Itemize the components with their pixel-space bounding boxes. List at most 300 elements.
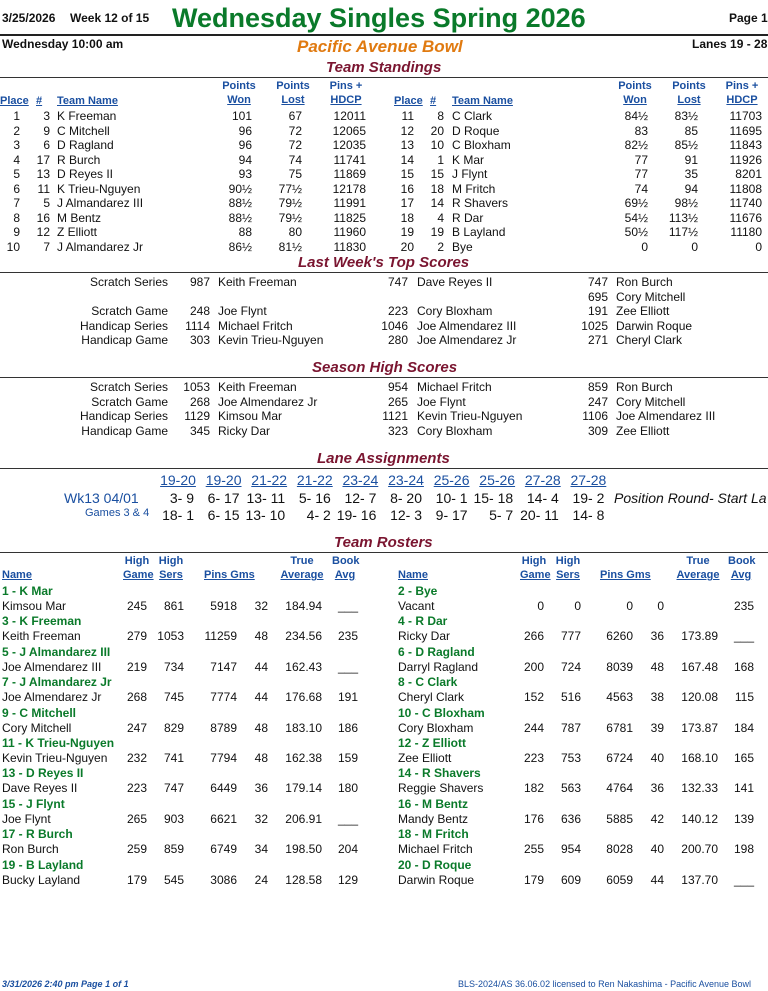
book-average-cell: 115 bbox=[734, 690, 754, 705]
lane-pair-header: 27-28 bbox=[524, 472, 561, 488]
high-series-cell: 563 bbox=[560, 781, 581, 796]
high-series-cell: 636 bbox=[560, 811, 581, 826]
points-won-cell: 50½ bbox=[624, 225, 648, 239]
team-number-cell: 15 bbox=[430, 167, 444, 181]
bowler-name: Darwin Roque bbox=[616, 318, 693, 333]
points-won-cell: 82½ bbox=[624, 138, 648, 152]
points-won-cell: 83 bbox=[634, 123, 648, 138]
pins-cell: 6749 bbox=[210, 842, 237, 857]
roster-bowler-name: Cory Bloxham bbox=[398, 720, 474, 735]
book-average-cell: ___ bbox=[337, 659, 358, 674]
true-average-cell: 184.94 bbox=[285, 599, 322, 613]
score-value: 1046 bbox=[381, 318, 408, 333]
lane-pair-header: 21-22 bbox=[296, 472, 333, 488]
bowler-name: Keith Freeman bbox=[218, 380, 297, 394]
true-average-cell: 137.70 bbox=[681, 872, 718, 887]
score-value: 859 bbox=[587, 380, 608, 394]
points-lost-cell: 35 bbox=[684, 167, 698, 181]
pins-cell: 4563 bbox=[606, 690, 633, 705]
points-lost-cell: 94 bbox=[684, 181, 698, 196]
lane-matchup: 4- 2 bbox=[306, 507, 331, 523]
high-game-cell: 179 bbox=[126, 872, 147, 887]
place-cell: 11 bbox=[401, 109, 414, 123]
lane-matchup: 12- 3 bbox=[390, 507, 422, 523]
score-value: 1129 bbox=[184, 409, 210, 423]
points-won-cell: 77 bbox=[634, 152, 648, 167]
team-name-cell: M Bentz bbox=[57, 210, 102, 225]
place-cell: 16 bbox=[400, 181, 414, 196]
bowler-name: Kevin Trieu-Nguyen bbox=[417, 409, 523, 423]
score-value: 1053 bbox=[183, 380, 210, 394]
book-average-cell: 168 bbox=[733, 659, 754, 674]
lane-pair-header: 19-20 bbox=[205, 472, 242, 488]
games-cell: 34 bbox=[254, 842, 268, 857]
team-name-cell: K Trieu-Nguyen bbox=[57, 181, 141, 196]
place-cell: 15 bbox=[400, 167, 414, 181]
lane-pair-header: 23-24 bbox=[388, 472, 424, 488]
place-cell: 8 bbox=[13, 210, 20, 225]
bowler-name: Zee Elliott bbox=[616, 423, 670, 438]
book-average-cell: 204 bbox=[337, 842, 358, 857]
roster-team-heading: 5 - J Almandarez III bbox=[2, 644, 111, 659]
high-series-cell: 777 bbox=[560, 629, 581, 644]
place-cell: 14 bbox=[400, 152, 414, 167]
roster-bowler-name: Mandy Bentz bbox=[398, 811, 469, 826]
high-series-cell: 545 bbox=[163, 872, 184, 887]
points-won-cell: 84½ bbox=[624, 109, 648, 123]
team-name-cell: Z Elliott bbox=[57, 225, 98, 239]
lane-matchup: 15- 18 bbox=[473, 490, 514, 506]
games-cell: 48 bbox=[254, 751, 268, 765]
high-series-cell: 747 bbox=[163, 781, 184, 796]
pins-hdcp-cell: 11830 bbox=[333, 239, 366, 254]
roster-bowler-name: Ricky Dar bbox=[398, 629, 451, 644]
score-value: 345 bbox=[189, 423, 210, 438]
pins-hdcp-cell: 11960 bbox=[333, 225, 366, 239]
score-value: 1025 bbox=[581, 318, 608, 333]
team-number-cell: 13 bbox=[36, 167, 50, 181]
page-number: Page 1 bbox=[729, 11, 768, 25]
day-time: Wednesday 10:00 am bbox=[2, 37, 124, 51]
roster-team-heading: 8 - C Clark bbox=[398, 675, 458, 690]
points-lost-cell: 98½ bbox=[674, 196, 698, 210]
place-cell: 13 bbox=[400, 138, 414, 152]
pins-cell: 3086 bbox=[210, 872, 237, 887]
true-average-cell: 140.12 bbox=[681, 811, 718, 826]
pins-hdcp-cell: 11695 bbox=[729, 123, 762, 138]
points-won-cell: 88½ bbox=[228, 210, 252, 225]
pins-hdcp-cell: 12178 bbox=[332, 181, 366, 196]
pins-hdcp-cell: 11808 bbox=[729, 181, 762, 196]
standings-title: Team Standings bbox=[326, 59, 442, 76]
roster-bowler-name: Zee Elliott bbox=[398, 751, 452, 765]
place-cell: 17 bbox=[400, 196, 414, 210]
team-number-cell: 4 bbox=[437, 210, 444, 225]
high-game-cell: 179 bbox=[523, 872, 544, 887]
points-lost-cell: 75 bbox=[288, 167, 302, 181]
pins-cell: 7774 bbox=[210, 690, 237, 705]
lane-matchup: 8- 20 bbox=[390, 490, 422, 506]
true-average-cell: 183.10 bbox=[285, 720, 322, 735]
book-average-cell: 235 bbox=[733, 599, 754, 613]
high-series-cell: 859 bbox=[163, 842, 184, 857]
high-series-cell: 0 bbox=[574, 599, 581, 613]
score-value: 747 bbox=[387, 275, 408, 289]
name-header: Name bbox=[2, 569, 32, 581]
bowler-name: Cheryl Clark bbox=[616, 333, 683, 347]
bowler-name: Joe Flynt bbox=[218, 304, 267, 318]
roster-team-heading: 11 - K Trieu-Nguyen bbox=[2, 736, 115, 750]
score-value: 271 bbox=[587, 333, 608, 347]
games-cell: 40 bbox=[650, 842, 664, 857]
team-name-cell: J Almandarez III bbox=[57, 196, 144, 210]
points-won-cell: 96 bbox=[238, 123, 252, 138]
true-average-cell: 168.10 bbox=[681, 751, 718, 765]
team-number-cell: 20 bbox=[430, 123, 444, 138]
points-won-header: Points bbox=[222, 80, 256, 92]
score-label: Scratch Game bbox=[91, 394, 168, 409]
bowler-name: Ricky Dar bbox=[218, 423, 271, 438]
roster-team-heading: 4 - R Dar bbox=[398, 614, 448, 629]
pins-hdcp-cell: 11926 bbox=[729, 152, 762, 167]
bowler-name: Zee Elliott bbox=[616, 304, 670, 318]
roster-team-heading: 6 - D Ragland bbox=[398, 644, 475, 659]
points-won-cell: 69½ bbox=[624, 196, 648, 210]
true-average-cell: 198.50 bbox=[285, 842, 322, 857]
lane-pair-header: 25-26 bbox=[479, 472, 516, 488]
high-game-cell: 0 bbox=[537, 599, 544, 613]
points-won-cell: 101 bbox=[231, 109, 252, 123]
roster-bowler-name: Michael Fritch bbox=[398, 842, 473, 857]
bowler-name: Michael Fritch bbox=[218, 318, 293, 333]
team-number-cell: 18 bbox=[430, 181, 444, 196]
bowler-name: Michael Fritch bbox=[417, 380, 492, 394]
high-game-cell: 223 bbox=[126, 781, 147, 796]
place-cell: 18 bbox=[400, 210, 414, 225]
place-cell: 9 bbox=[13, 225, 20, 239]
pins-hdcp-cell: 0 bbox=[755, 239, 762, 254]
lane-matchup: 14- 4 bbox=[526, 490, 559, 506]
points-lost-cell: 0 bbox=[691, 239, 698, 254]
pins-cell: 7794 bbox=[210, 751, 237, 765]
team-name-cell: J Flynt bbox=[452, 167, 488, 181]
points-won-cell: 90½ bbox=[228, 181, 252, 196]
bowler-name: Cory Mitchell bbox=[616, 289, 686, 304]
games-cell: 48 bbox=[254, 629, 268, 644]
roster-team-heading: 7 - J Almandarez Jr bbox=[2, 675, 112, 690]
roster-team-heading: 18 - M Fritch bbox=[398, 827, 469, 842]
score-value: 248 bbox=[189, 304, 210, 318]
lane-pair-header: 19-20 bbox=[160, 472, 196, 488]
pins-hdcp-header: Pins + bbox=[725, 80, 759, 92]
points-won-cell: 93 bbox=[238, 167, 252, 181]
points-won-header: Won bbox=[227, 94, 251, 106]
team-name-cell: D Ragland bbox=[57, 138, 114, 152]
last-week-title: Last Week's Top Scores bbox=[298, 254, 470, 271]
place-cell: 12 bbox=[400, 123, 414, 138]
roster-team-heading: 3 - K Freeman bbox=[2, 614, 82, 629]
pins-cell: 6059 bbox=[606, 872, 633, 887]
true-average-cell: 120.08 bbox=[681, 690, 718, 705]
pins-hdcp-cell: 8201 bbox=[735, 167, 762, 181]
lanes-range: Lanes 19 - 28 bbox=[692, 37, 768, 51]
true-average-header: Average bbox=[280, 569, 324, 581]
true-average-cell: 176.68 bbox=[285, 690, 322, 705]
pins-hdcp-cell: 11740 bbox=[729, 196, 762, 210]
lane-pair-header: 21-22 bbox=[251, 472, 288, 488]
bowler-name: Joe Flynt bbox=[417, 394, 466, 409]
bowler-name: Joe Almendarez Jr bbox=[417, 333, 517, 347]
lane-matchup: 6- 15 bbox=[207, 507, 240, 523]
games-cell: 24 bbox=[254, 872, 268, 887]
roster-team-heading: 2 - Bye bbox=[398, 584, 438, 598]
book-average-header: Avg bbox=[334, 569, 356, 581]
high-game-cell: 176 bbox=[523, 811, 544, 826]
high-game-cell: 245 bbox=[126, 599, 147, 613]
lane-matchup: 19- 2 bbox=[572, 490, 605, 506]
points-lost-header: Lost bbox=[281, 94, 305, 106]
high-series-cell: 609 bbox=[560, 872, 581, 887]
score-value: 223 bbox=[387, 304, 408, 318]
points-lost-cell: 80 bbox=[288, 225, 302, 239]
true-average-cell: 173.87 bbox=[681, 720, 718, 735]
team-name-cell: D Roque bbox=[452, 123, 500, 138]
roster-team-heading: 1 - K Mar bbox=[2, 584, 53, 598]
lane-matchup: 5- 16 bbox=[298, 490, 331, 506]
points-won-cell: 54½ bbox=[624, 210, 648, 225]
place-cell: 6 bbox=[13, 181, 20, 196]
true-average-cell: 167.48 bbox=[681, 659, 718, 674]
points-won-cell: 86½ bbox=[228, 239, 252, 254]
lane-matchup: 3- 9 bbox=[169, 490, 194, 506]
team-number-cell: 19 bbox=[430, 225, 444, 239]
roster-team-heading: 10 - C Bloxham bbox=[398, 705, 485, 720]
team-name-cell: D Reyes II bbox=[57, 167, 114, 181]
lane-matchup: 13- 10 bbox=[245, 507, 286, 523]
book-average-cell: 180 bbox=[337, 781, 358, 796]
team-name-cell: K Mar bbox=[452, 152, 485, 167]
true-average-cell: 128.58 bbox=[285, 872, 322, 887]
bowler-name: Cory Mitchell bbox=[616, 394, 686, 409]
pins-cell: 7147 bbox=[210, 659, 237, 674]
place-cell: 19 bbox=[400, 225, 414, 239]
high-game-cell: 259 bbox=[126, 842, 147, 857]
high-series-cell: 903 bbox=[163, 811, 184, 826]
games-cell: 48 bbox=[650, 659, 664, 674]
place-cell: 5 bbox=[13, 167, 20, 181]
bowler-name: Cory Bloxham bbox=[417, 423, 493, 438]
score-label: Scratch Series bbox=[89, 380, 168, 394]
points-lost-cell: 79½ bbox=[278, 196, 302, 210]
pins-hdcp-cell: 11991 bbox=[333, 196, 366, 210]
bowler-name: Dave Reyes II bbox=[417, 275, 493, 289]
score-value: 303 bbox=[189, 333, 210, 347]
team-name-cell: M Fritch bbox=[452, 181, 496, 196]
bowler-name: Ron Burch bbox=[616, 275, 673, 289]
points-lost-cell: 113½ bbox=[668, 210, 698, 225]
bowler-name: Joe Almendarez Jr bbox=[218, 394, 318, 409]
league-title: Wednesday Singles Spring 2026 bbox=[172, 3, 586, 33]
lane-matchup: 13- 11 bbox=[246, 490, 286, 506]
pins-cell: 6449 bbox=[210, 781, 237, 796]
lane-matchup: 14- 8 bbox=[572, 507, 605, 523]
high-series-cell: 829 bbox=[163, 720, 184, 735]
points-lost-cell: 85 bbox=[684, 123, 698, 138]
games-cell: 48 bbox=[254, 720, 268, 735]
high-series-header: Sers bbox=[159, 569, 183, 581]
high-series-cell: 724 bbox=[560, 659, 581, 674]
book-average-header: Book bbox=[728, 555, 756, 567]
points-lost-header: Points bbox=[672, 80, 706, 92]
bowler-name: Joe Almendarez III bbox=[616, 409, 716, 423]
pins-hdcp-cell: 11843 bbox=[729, 138, 762, 152]
score-value: 309 bbox=[587, 423, 608, 438]
high-game-cell: 247 bbox=[126, 720, 147, 735]
points-won-cell: 0 bbox=[641, 239, 648, 254]
team-name-cell: B Layland bbox=[452, 225, 506, 239]
team-number-cell: 14 bbox=[430, 196, 444, 210]
bowler-name: Cory Bloxham bbox=[417, 304, 493, 318]
roster-bowler-name: Keith Freeman bbox=[2, 629, 81, 644]
score-label: Handicap Series bbox=[79, 409, 168, 423]
pins-hdcp-cell: 12065 bbox=[332, 123, 366, 138]
games-cell: 36 bbox=[650, 629, 664, 644]
score-value: 268 bbox=[189, 394, 210, 409]
team-number-cell: 17 bbox=[36, 152, 50, 167]
true-average-cell: 162.43 bbox=[285, 659, 322, 674]
roster-bowler-name: Kimsou Mar bbox=[2, 599, 67, 613]
place-cell: 20 bbox=[400, 239, 414, 254]
roster-team-heading: 16 - M Bentz bbox=[398, 796, 469, 811]
high-game-cell: 268 bbox=[126, 690, 147, 705]
pins-hdcp-header: Pins + bbox=[329, 80, 363, 92]
high-game-header: Game bbox=[520, 569, 551, 581]
points-lost-cell: 81½ bbox=[278, 239, 302, 254]
true-average-cell: 179.14 bbox=[285, 781, 322, 796]
score-value: 954 bbox=[387, 380, 408, 394]
lane-pair-header: 25-26 bbox=[433, 472, 470, 488]
high-game-cell: 223 bbox=[523, 751, 544, 765]
book-average-cell: 191 bbox=[337, 690, 358, 705]
roster-team-heading: 19 - B Layland bbox=[2, 857, 84, 872]
score-value: 1121 bbox=[382, 409, 408, 423]
lane-note: Position Round- Start La bbox=[614, 490, 767, 506]
points-won-cell: 74 bbox=[634, 181, 648, 196]
season-high-title: Season High Scores bbox=[312, 359, 458, 376]
team-number-cell: 3 bbox=[43, 109, 50, 123]
pins-cell: 6260 bbox=[606, 629, 633, 644]
pins-hdcp-header: HDCP bbox=[330, 94, 362, 106]
pins-cell: 8039 bbox=[606, 659, 633, 674]
score-label: Handicap Game bbox=[81, 423, 168, 438]
roster-team-heading: 12 - Z Elliott bbox=[398, 736, 467, 750]
pins-hdcp-cell: 11825 bbox=[333, 210, 366, 225]
score-value: 747 bbox=[587, 275, 608, 289]
book-average-cell: ___ bbox=[337, 599, 358, 613]
team-name-cell: C Clark bbox=[452, 109, 493, 123]
team-number-cell: 7 bbox=[43, 239, 50, 254]
true-average-cell: 206.91 bbox=[285, 811, 322, 826]
games-cell: 40 bbox=[650, 751, 664, 765]
pins-cell: 6781 bbox=[606, 720, 633, 735]
points-won-cell: 94 bbox=[238, 152, 252, 167]
high-series-cell: 954 bbox=[560, 842, 581, 857]
lanes-title: Lane Assignments bbox=[317, 450, 450, 467]
report-date: 3/25/2026 bbox=[2, 11, 56, 25]
score-value: 323 bbox=[387, 423, 408, 438]
roster-bowler-name: Joe Almendarez III bbox=[2, 659, 102, 674]
true-average-cell: 234.56 bbox=[285, 629, 322, 644]
score-label: Scratch Game bbox=[91, 304, 168, 318]
high-series-cell: 745 bbox=[163, 690, 184, 705]
high-game-cell: 279 bbox=[126, 629, 147, 644]
roster-bowler-name: Ron Burch bbox=[2, 842, 59, 857]
book-average-cell: ___ bbox=[733, 629, 754, 644]
book-average-cell: 129 bbox=[337, 872, 358, 887]
high-series-cell: 1053 bbox=[157, 629, 184, 644]
place-cell: 4 bbox=[13, 152, 20, 167]
games-cell: 36 bbox=[254, 781, 268, 796]
bowler-name: Kevin Trieu-Nguyen bbox=[218, 333, 324, 347]
roster-bowler-name: Vacant bbox=[398, 599, 435, 613]
pins-cell: 8028 bbox=[606, 842, 633, 857]
roster-bowler-name: Joe Almendarez Jr bbox=[2, 690, 102, 705]
roster-team-heading: 20 - D Roque bbox=[398, 857, 472, 872]
pins-cell: 11259 bbox=[204, 629, 237, 644]
true-average-header: True bbox=[686, 555, 710, 567]
book-average-cell: 184 bbox=[733, 720, 754, 735]
book-average-cell: 159 bbox=[337, 751, 358, 765]
high-series-cell: 787 bbox=[560, 720, 581, 735]
true-average-cell: 162.38 bbox=[285, 751, 322, 765]
pins-cell: 6621 bbox=[210, 811, 237, 826]
name-header: Name bbox=[398, 569, 428, 581]
score-value: 191 bbox=[587, 304, 608, 318]
pins-cell: 8789 bbox=[210, 720, 237, 735]
roster-bowler-name: Cory Mitchell bbox=[2, 720, 72, 735]
high-game-header: Game bbox=[123, 569, 154, 581]
points-lost-cell: 72 bbox=[288, 123, 302, 138]
high-game-cell: 255 bbox=[523, 842, 544, 857]
place-cell: 10 bbox=[6, 239, 20, 254]
games-cell: 42 bbox=[650, 811, 664, 826]
week-label: Week 12 of 15 bbox=[70, 11, 150, 25]
lane-matchup: 18- 1 bbox=[162, 507, 194, 523]
roster-team-heading: 13 - D Reyes II bbox=[2, 766, 84, 781]
pins-cell: 5885 bbox=[606, 811, 633, 826]
footer-license: BLS-2024/AS 36.06.02 licensed to Ren Nakashima - Pacific Avenue Bowl bbox=[458, 979, 752, 989]
lane-matchup: 19- 16 bbox=[336, 507, 377, 523]
place-header: Place bbox=[394, 95, 423, 107]
points-won-header: Won bbox=[623, 94, 647, 106]
team-name-cell: C Bloxham bbox=[452, 138, 511, 152]
roster-bowler-name: Darwin Roque bbox=[398, 872, 475, 887]
score-value: 695 bbox=[587, 289, 608, 304]
place-cell: 1 bbox=[13, 109, 20, 123]
high-series-cell: 753 bbox=[560, 751, 581, 765]
book-average-cell: ___ bbox=[337, 811, 358, 826]
lane-pair-header: 27-28 bbox=[570, 472, 607, 488]
points-lost-header: Lost bbox=[677, 94, 701, 106]
book-average-cell: 198 bbox=[733, 842, 754, 857]
team-name-cell: R Burch bbox=[57, 152, 101, 167]
games-cell: 44 bbox=[254, 659, 268, 674]
lane-matchup: 20- 11 bbox=[520, 507, 559, 523]
high-series-cell: 516 bbox=[560, 690, 581, 705]
lane-matchup: 10- 1 bbox=[435, 490, 468, 506]
book-average-cell: ___ bbox=[733, 872, 754, 887]
games-cell: 32 bbox=[254, 599, 268, 613]
